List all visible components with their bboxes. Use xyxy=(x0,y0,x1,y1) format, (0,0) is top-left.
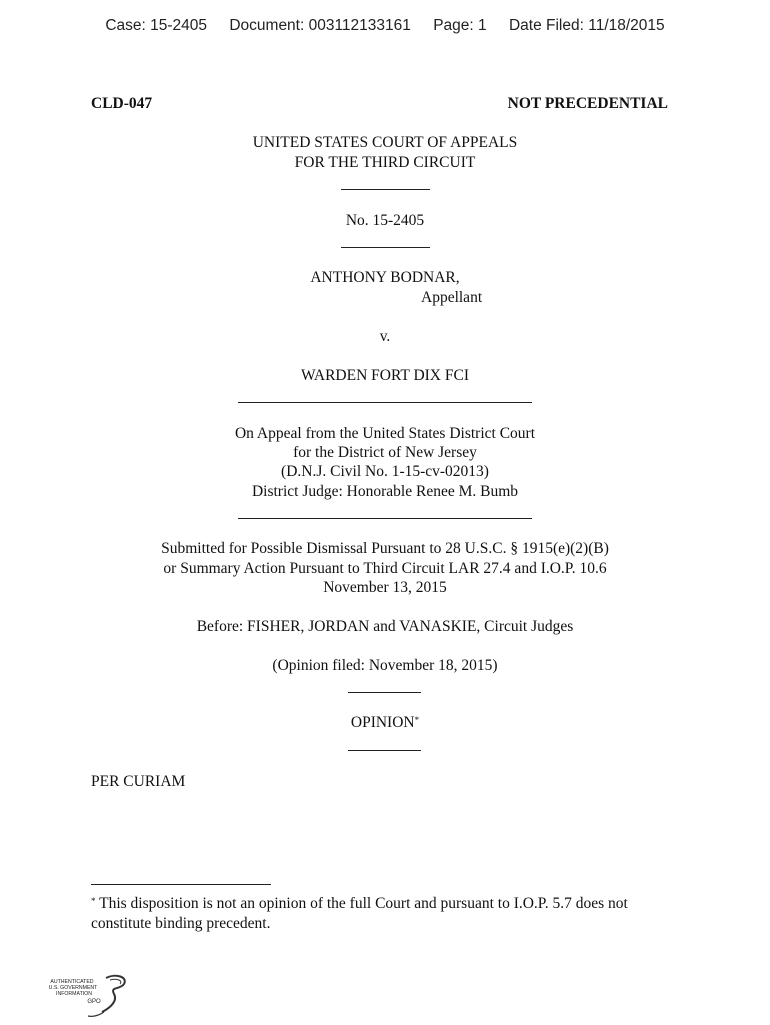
district-judge: District Judge: Honorable Renee M. Bumb xyxy=(251,483,519,500)
footnote-reference: * xyxy=(414,715,420,725)
seal-line2: U.S. GOVERNMENT xyxy=(48,985,98,991)
page-number: Page: 1 xyxy=(433,17,487,34)
appeal-line: (D.N.J. Civil No. 1-15-cv-02013) xyxy=(281,463,489,480)
divider xyxy=(341,247,430,248)
seal-line4: GPO xyxy=(87,999,101,1005)
opinion-filed-date: (Opinion filed: November 18, 2015) xyxy=(272,657,498,674)
divider xyxy=(348,750,421,751)
gpo-authentication-seal xyxy=(44,974,136,1020)
seal-line1: AUTHENTICATED xyxy=(50,979,94,985)
opinion-heading xyxy=(0,713,770,733)
submitted-date: November 13, 2015 xyxy=(323,579,447,596)
divider xyxy=(238,402,532,403)
divider xyxy=(238,518,532,519)
divider xyxy=(348,692,421,693)
document-code: CLD-047 xyxy=(91,95,153,112)
divider xyxy=(341,189,430,190)
docket-number: No. 15-2405 xyxy=(345,212,425,229)
eagle-seal-icon xyxy=(44,974,136,1020)
court-name-line2: FOR THE THIRD CIRCUIT xyxy=(294,154,476,171)
seal-line3: INFORMATION xyxy=(56,991,92,997)
precedential-status: NOT PRECEDENTIAL xyxy=(507,95,668,112)
opinion-title: OPINION xyxy=(350,714,415,731)
versus: v. xyxy=(379,328,391,345)
footnote-marker: * xyxy=(91,896,96,906)
appellant-role: Appellant xyxy=(421,289,483,306)
panel-judges: Before: FISHER, JORDAN and VANASKIE, Circuit Judges xyxy=(196,618,574,635)
appeal-line: for the District of New Jersey xyxy=(293,444,477,461)
footnote xyxy=(91,894,691,933)
appeal-line: On Appeal from the United States District Court xyxy=(234,425,536,442)
submitted-line: or Summary Action Pursuant to Third Circuit LAR 27.4 and I.O.P. 10.6 xyxy=(163,560,607,577)
case-number: Case: 15-2405 xyxy=(105,17,208,34)
footnote-text-line2: constitute binding precedent. xyxy=(91,914,271,932)
appellee-name: WARDEN FORT DIX FCI xyxy=(300,367,469,384)
footnote-text-line1: This disposition is not an opinion of the full Court and pursuant to I.O.P. 5.7 does not xyxy=(95,895,628,912)
footnote-separator xyxy=(91,884,271,885)
per-curiam: PER CURIAM xyxy=(91,773,186,790)
submitted-line: Submitted for Possible Dismissal Pursuant to 28 U.S.C. § 1915(e)(2)(B) xyxy=(161,540,609,557)
date-filed: Date Filed: 11/18/2015 xyxy=(508,17,665,34)
document-number: Document: 003112133161 xyxy=(229,17,411,34)
filing-header xyxy=(0,17,770,35)
appellant-name: ANTHONY BODNAR, xyxy=(310,269,460,286)
court-name-line1: UNITED STATES COURT OF APPEALS xyxy=(252,134,518,151)
